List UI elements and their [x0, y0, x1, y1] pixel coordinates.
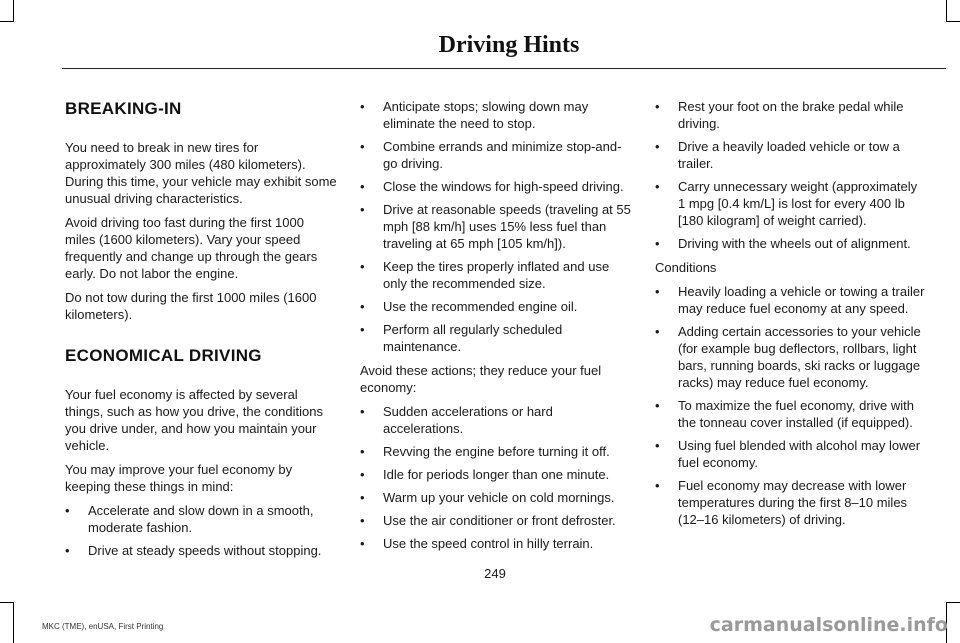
list-item: • Sudden accelerations or hard accelerations.: [360, 403, 632, 437]
bullet-list: [655, 283, 927, 528]
paragraph: Avoid these actions; they reduce your fuel economy:: [360, 363, 602, 395]
crop-mark: [0, 602, 14, 603]
conditions-label: Conditions: [655, 260, 717, 275]
list-item: • Drive at steady speeds without stopping.: [65, 542, 337, 559]
crop-mark: [946, 21, 960, 22]
page-title: Driving Hints: [438, 32, 580, 58]
list-item: • Drive at reasonable speeds (traveling at 55 mph [88 km/h] uses 15% less fuel than traveling at 65 mph [105 km/h]).: [360, 201, 632, 252]
paragraph: Avoid driving too fast during the first 1000 miles (1600 kilometers). Vary your speed frequently and change up through the gears early. Do not labor the engine.: [65, 215, 318, 281]
paragraph: Do not tow during the first 1000 miles (1600 kilometers).: [65, 290, 317, 322]
bullet-list: [655, 98, 927, 252]
paragraph: Your fuel economy is affected by several things, such as how you drive, the conditions you drive under, and how you maintain your vehicle.: [65, 387, 323, 453]
watermark: carmanualsonline.info: [709, 614, 948, 636]
crop-mark: [946, 602, 960, 603]
column-middle: [360, 98, 632, 559]
page-number: 249: [484, 566, 506, 581]
crop-mark: [13, 602, 14, 643]
crop-mark: [0, 21, 14, 22]
header-divider: [62, 68, 946, 69]
paragraph: You may improve your fuel economy by keeping these things in mind:: [65, 462, 293, 494]
list-item: • Use the air conditioner or front defroster.: [360, 512, 632, 529]
print-info: MKC (TME), enUSA, First Printing: [42, 622, 164, 631]
list-item: • Driving with the wheels out of alignment.: [655, 235, 927, 252]
list-item: • Keep the tires properly inflated and use only the recommended size.: [360, 258, 632, 292]
list-item: • Perform all regularly scheduled maintenance.: [360, 321, 632, 355]
list-item: • Rest your foot on the brake pedal while driving.: [655, 98, 927, 132]
crop-mark: [946, 0, 947, 22]
list-item: • Combine errands and minimize stop-and-go driving.: [360, 138, 632, 172]
paragraph: You need to break in new tires for approximately 300 miles (480 kilometers). During this time, your vehicle may exhibit some unusual driving characteristics.: [65, 140, 337, 206]
bullet-list: [360, 403, 632, 552]
bullet-list: [65, 502, 337, 559]
crop-mark: [13, 0, 14, 22]
list-item: • Warm up your vehicle on cold mornings.: [360, 489, 632, 506]
bullet-list: [360, 98, 632, 355]
list-item: • Adding certain accessories to your vehicle (for example bug deflectors, rollbars, light bars, running boards, ski racks or luggage racks) may reduce fuel economy.: [655, 323, 927, 391]
list-item: • Heavily loading a vehicle or towing a trailer may reduce fuel economy at any speed.: [655, 283, 927, 317]
list-item: • Close the windows for high-speed driving.: [360, 178, 632, 195]
list-item: • Fuel economy may decrease with lower temperatures during the first 8–10 miles (12–16 kilometers) of driving.: [655, 477, 927, 528]
list-item: • Drive a heavily loaded vehicle or tow a trailer.: [655, 138, 927, 172]
list-item: • Accelerate and slow down in a smooth, moderate fashion.: [65, 502, 337, 536]
list-item: • Carry unnecessary weight (approximately 1 mpg [0.4 km/L] is lost for every 400 lb [180 kilogram] of weight carried).: [655, 178, 927, 229]
list-item: • Use the recommended engine oil.: [360, 298, 632, 315]
list-item: • Using fuel blended with alcohol may lower fuel economy.: [655, 437, 927, 471]
list-item: • To maximize the fuel economy, drive with the tonneau cover installed (if equipped).: [655, 397, 927, 431]
section-heading-economical-driving: ECONOMICAL DRIVING: [65, 346, 262, 365]
section-heading-breaking-in: BREAKING-IN: [65, 99, 182, 118]
column-left: [65, 98, 337, 566]
list-item: • Use the speed control in hilly terrain.: [360, 535, 632, 552]
column-right: [655, 98, 927, 535]
list-item: • Idle for periods longer than one minute.: [360, 466, 632, 483]
list-item: • Anticipate stops; slowing down may eliminate the need to stop.: [360, 98, 632, 132]
list-item: • Revving the engine before turning it off.: [360, 443, 632, 460]
